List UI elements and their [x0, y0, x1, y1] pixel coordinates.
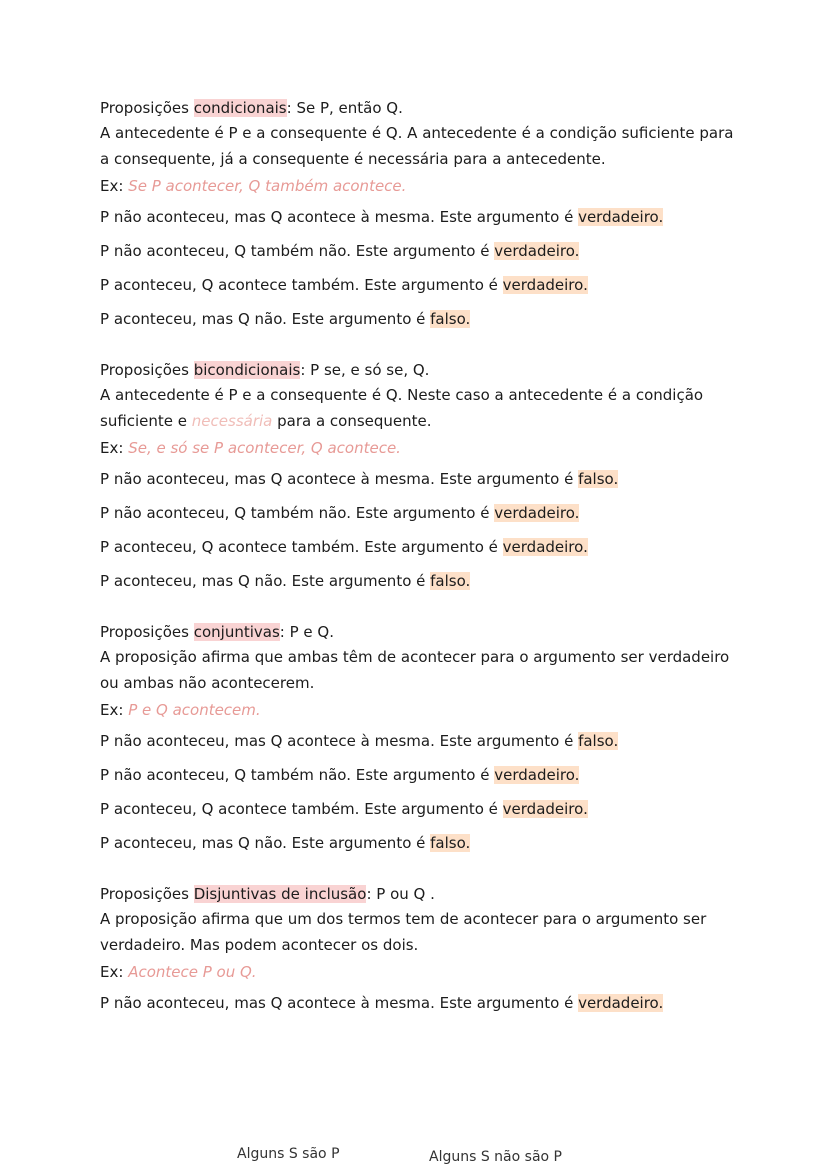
description-text-end: para a consequente. — [272, 412, 432, 430]
example-text: Acontece P ou Q. — [128, 963, 257, 981]
section-description — [100, 644, 740, 696]
footer-label-alguns-s-sao-p: Alguns S são P — [237, 1146, 340, 1162]
section-bicondicionais — [100, 358, 740, 598]
section-conjuntivas — [100, 620, 740, 860]
example-label: Ex: — [100, 701, 129, 719]
argument-row — [100, 724, 740, 758]
argument-text: P não aconteceu, mas Q acontece à mesma. Este argumento é — [100, 470, 579, 488]
argument-text: P aconteceu, Q acontece também. Este argumento é — [100, 276, 503, 294]
description-text: A antecedente é P e a consequente é Q. Neste caso a antecedente é a condição suficiente e — [100, 386, 704, 430]
argument-row — [100, 986, 740, 1020]
example-line — [100, 434, 740, 462]
description-text: A proposição afirma que um dos termos tem de acontecer para o argumento ser verdadeiro. Mas podem acontecer os dois. — [100, 910, 707, 954]
truth-value: falso. — [430, 572, 471, 590]
argument-text: P aconteceu, Q acontece também. Este argumento é — [100, 538, 503, 556]
title-keyword: conjuntivas — [193, 623, 280, 641]
argument-row — [100, 792, 740, 826]
example-text: Se, e só se P acontecer, Q acontece. — [128, 439, 401, 457]
argument-row — [100, 462, 740, 496]
argument-row — [100, 268, 740, 302]
document-body — [100, 96, 740, 1042]
argument-text: P não aconteceu, Q também não. Este argumento é — [100, 766, 495, 784]
argument-text: P aconteceu, mas Q não. Este argumento é — [100, 310, 431, 328]
argument-text: P não aconteceu, mas Q acontece à mesma. Este argumento é — [100, 994, 579, 1012]
title-keyword: Disjuntivas de inclusão — [193, 885, 367, 903]
example-label: Ex: — [100, 177, 129, 195]
example-line — [100, 172, 740, 200]
truth-value: verdadeiro. — [494, 242, 580, 260]
truth-value: verdadeiro. — [494, 504, 580, 522]
title-suffix: : P ou Q . — [366, 885, 435, 903]
argument-text: P aconteceu, mas Q não. Este argumento é — [100, 834, 431, 852]
argument-text: P aconteceu, Q acontece também. Este argumento é — [100, 800, 503, 818]
description-text: A proposição afirma que ambas têm de acontecer para o argumento ser verdadeiro ou ambas não acontecerem. — [100, 648, 730, 692]
section-description — [100, 120, 740, 172]
title-suffix: : Se P, então Q. — [286, 99, 403, 117]
title-keyword: condicionais — [193, 99, 287, 117]
section-description — [100, 382, 740, 434]
title-suffix: : P se, e só se, Q. — [300, 361, 430, 379]
example-line — [100, 696, 740, 724]
title-keyword: bicondicionais — [193, 361, 301, 379]
example-label: Ex: — [100, 439, 129, 457]
truth-value: verdadeiro. — [494, 766, 580, 784]
argument-row — [100, 302, 740, 336]
footer-label-alguns-s-nao-sao-p: Alguns S não são P — [429, 1149, 562, 1165]
description-text: A antecedente é P e a consequente é Q. A antecedente é a condição suficiente para a consequente, já a consequente é necessária para a antecedente. — [100, 124, 734, 168]
argument-row — [100, 530, 740, 564]
truth-value: verdadeiro. — [502, 800, 588, 818]
argument-row — [100, 826, 740, 860]
title-suffix: : P e Q. — [279, 623, 334, 641]
example-text: Se P acontecer, Q também acontece. — [128, 177, 407, 195]
argument-row — [100, 234, 740, 268]
example-label: Ex: — [100, 963, 129, 981]
argument-text: P não aconteceu, mas Q acontece à mesma. Este argumento é — [100, 732, 579, 750]
section-condicionais — [100, 96, 740, 336]
truth-value: falso. — [578, 470, 619, 488]
argument-text: P não aconteceu, mas Q acontece à mesma. Este argumento é — [100, 208, 579, 226]
example-line — [100, 958, 740, 986]
argument-text: P não aconteceu, Q também não. Este argumento é — [100, 504, 495, 522]
truth-value: verdadeiro. — [578, 994, 664, 1012]
truth-value: falso. — [578, 732, 619, 750]
section-disjuntivas — [100, 882, 740, 1020]
section-title — [100, 620, 740, 644]
truth-value: falso. — [430, 834, 471, 852]
section-description — [100, 906, 740, 958]
section-title — [100, 882, 740, 906]
argument-row — [100, 564, 740, 598]
argument-row — [100, 496, 740, 530]
title-prefix: Proposições — [100, 99, 194, 117]
description-emphasis: necessária — [191, 412, 273, 430]
truth-value: verdadeiro. — [502, 538, 588, 556]
argument-row — [100, 200, 740, 234]
section-title — [100, 358, 740, 382]
example-text: P e Q acontecem. — [128, 701, 261, 719]
truth-value: verdadeiro. — [502, 276, 588, 294]
section-title — [100, 96, 740, 120]
title-prefix: Proposições — [100, 885, 194, 903]
argument-text: P aconteceu, mas Q não. Este argumento é — [100, 572, 431, 590]
truth-value: falso. — [430, 310, 471, 328]
truth-value: verdadeiro. — [578, 208, 664, 226]
title-prefix: Proposições — [100, 361, 194, 379]
title-prefix: Proposições — [100, 623, 194, 641]
argument-text: P não aconteceu, Q também não. Este argumento é — [100, 242, 495, 260]
argument-row — [100, 758, 740, 792]
